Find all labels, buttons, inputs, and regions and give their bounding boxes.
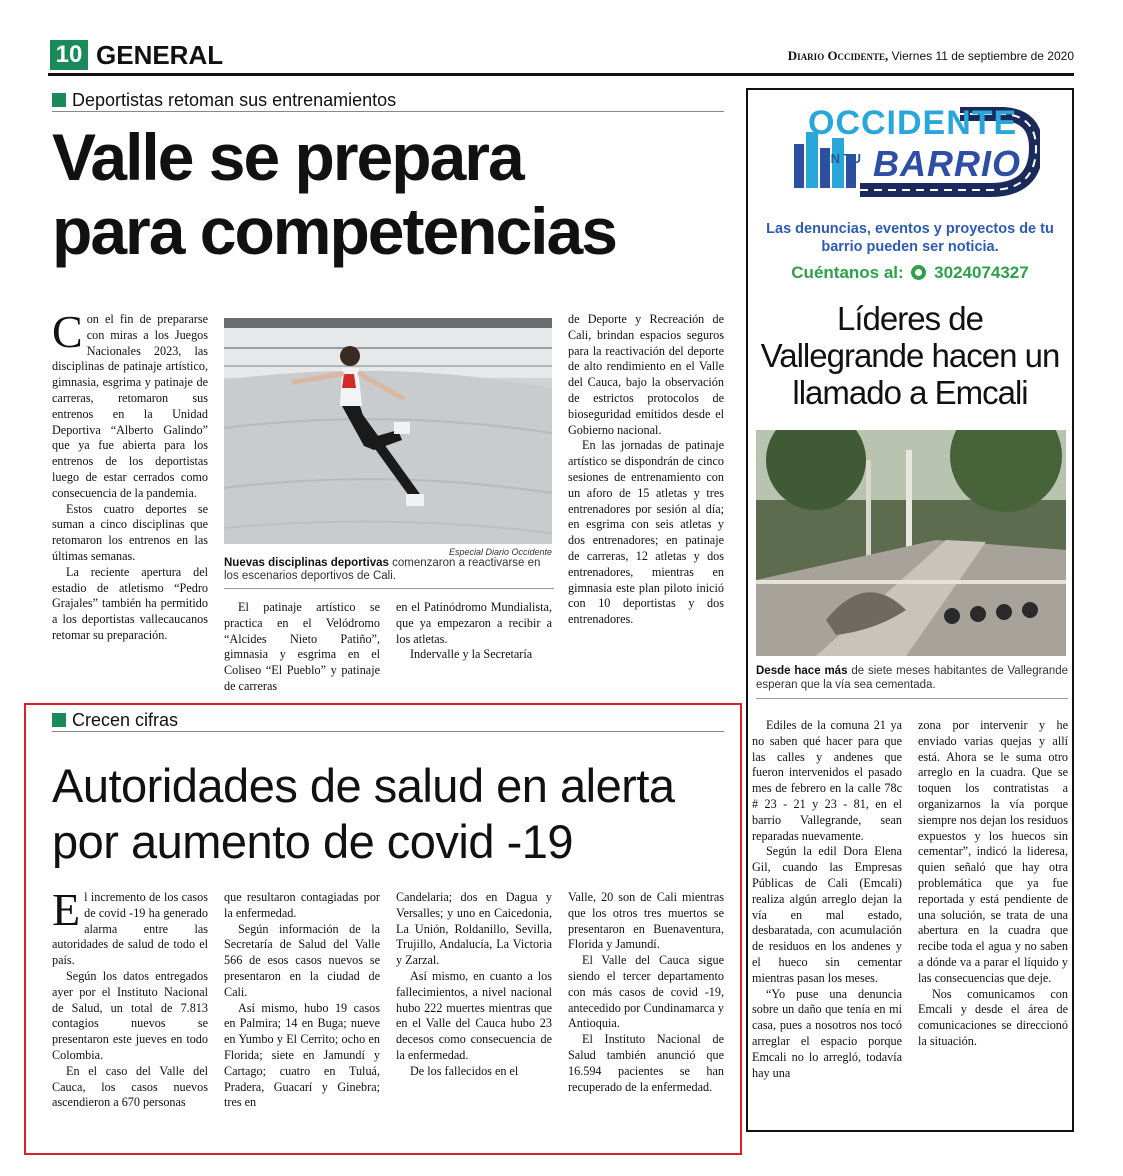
skater-photo [224,318,552,544]
story2-headline-line2: por aumento de covid -19 [52,815,573,868]
promo-contact [760,262,1060,284]
story1-paragraph: En las jornadas de patinaje artístico se dispondrán de cinco sesiones de entrenamiento con un aforo de 15 atletas y tres entrenadores por sesión al día; en esgrima con seis atletas y dos entrenadores; en patinaje de carreras, 12 atletas y dos entrenadores, mientras en gimnasia este plan piloto inició con 10 deportistas y dos entrenadores. [568,438,724,627]
story1-paragraph: en el Patinódromo Mundialista, que ya empezaron a recibir a los atletas. [396,600,552,646]
sidebar-caption-text: de siete meses habitantes de Vallegrande esperan que la vía sea cementada. [756,665,1069,691]
photo-credit: Especial Diario Occidente [448,547,552,557]
story2-paragraph: Valle, 20 son de Cali mientras que los otros tres muertos se presentaron en Buenaventura, Florida y Jamundí. [568,890,724,952]
sidebar-paragraph: zona por intervenir y he enviado varias quejas y allí está. Ahora se le suma otro arreglo en la cuadra. Que se toquen los contratistas a organizarnos la vía porque siempre nos dejan los residuos expuestos y los huecos sin cementar”, indicó la lideresa, quien señaló que hay otra problemática que ya fue reportada y está pendiente de una solución, se trata de una abertura en la cuadra que recibe toda el agua y no saben a dónde va a parar el líquido y las consecuencias que deje. [918,718,1068,985]
issue-date: Viernes 11 de septiembre de 2020 [888,49,1074,63]
section-title: GENERAL [96,40,224,70]
promo-contact-label: Cuéntanos al: [791,263,904,282]
story2-paragraph: El Instituto Nacional de Salud también anunció que 16.594 pacientes se han recuperado de la enfermedad. [568,1032,724,1094]
logo-barrio-text: BARRIO [873,143,1021,184]
sidebar-caption-bold: Desde hace más [756,665,848,677]
story2-column-2 [224,890,380,1111]
story1-paragraph: El patinaje artístico se practica en el Velódromo “Alcides Nieto Patiño”, gimnasia y esgrima en el Coliseo “El Pueblo” y patinaje de carreras [224,600,380,693]
story2-paragraph: que resultaron contagiadas por la enfermedad. [224,890,380,920]
story1-paragraph: Con el fin de prepararse con miras a los Juegos Nacionales 2023, las disciplinas de patinaje artístico, gimnasia, esgrima y patinaje de carreras, retomaron sus entrenos en la Unidad Deportiva “Alberto Galindo” que ya fue abierta para los entrenos de los deportistas luego de estar cerrados como consecuencia de la pandemia. [52,306,208,500]
story2-paragraph: Así mismo, hubo 19 casos en Palmira; 14 en Buga; nueve en Yumbo y El Cerrito; ocho en Florida; siete en Jamundí y Cartago; cuatro en Tuluá, Pradera, Guacarí y Ginebra; tres en [224,1000,380,1110]
story2-paragraph: De los fallecidos en el [410,1063,519,1078]
dateline [788,48,1074,64]
logo-entu-text: EN TU [822,151,861,166]
story2-paragraph: Según información de la Secretaría de Salud del Valle 566 de esos casos nuevos se presentaron en la ciudad de Cali. [224,921,380,999]
story1-column-1 [52,306,208,644]
sidebar-headline: Líderes de Vallegrande hacen un llamado a Emcali [760,300,1060,411]
story2-paragraph: Candelaria; dos en Dagua y Versalles; y uno en Caicedonia, La Unión, Roldanillo, Sevilla, Trujillo, Andalucía, La Victoria y Zarzal. [396,890,552,968]
masthead [48,36,1074,76]
story1-kicker [52,89,724,112]
page-number: 10 [50,40,88,70]
green-square-icon [52,93,66,107]
story1-headline [52,120,722,268]
story1-headline-line2: para competencias [52,194,616,268]
story2-column-3 [396,890,552,1080]
story2-paragraph: El incremento de los casos de covid -19 ha generado alarma entre las autoridades de salud de todo el país. [52,884,208,968]
sidebar-paragraph: Según la edil Dora Elena Gil, cuando las Empresas Públicas de Cali (Emcali) realiza algún arreglo dejan la vía en mal estado, desbaratada, con acumulación de residuos en los andenes y el hueco sin cementar mientras pasan los meses. [752,844,902,985]
story2-paragraph: Así mismo, en cuanto a los fallecimientos, a nivel nacional hubo 222 muertes mientras que en el Valle del Cauca hubo 23 decesos como consecuencia de la enfermedad. [396,968,552,1062]
sidebar-paragraph: “Yo puse una denuncia sobre un daño que tenía en mi casa, pues a nosotros nos tocó arreglar el espacio porque Emcali no lo arregló, todavía hay una [752,986,902,1080]
story2-dropcap: E [52,884,81,935]
street-photo [756,430,1066,656]
story1-dropcap: C [52,306,83,357]
whatsapp-icon [911,265,926,280]
story1-caption-bold: Nuevas disciplinas deportivas [224,557,389,569]
story1-paragraph: Indervalle y la Secretaría [410,647,533,662]
story2-paragraph: El Valle del Cauca sigue siendo el tercer departamento con más casos de covid -19, antecedido por Cundinamarca y Antioquia. [568,953,724,1031]
story2-column-4 [568,890,724,1095]
sidebar-caption-divider [756,698,1068,699]
paper-name: Diario Occidente, [787,48,889,63]
story1-paragraph: de Deporte y Recreación de Cali, brindan espacios seguros para la reactivación del deporte de alto rendimiento en el Valle del Cauca, bajo la observación de estrictos protocolos de bioseguridad emitidos desde el Gobierno nacional. [568,312,724,437]
story1-headline-line1: Valle se prepara [52,120,523,194]
street-photo-image [756,430,1066,656]
sidebar-column-1 [752,718,902,1081]
story2-kicker [52,709,724,732]
story1-column-2 [224,600,380,695]
story1-column-3 [396,600,552,663]
story1-kicker-text: Deportistas retoman sus entrenamientos [72,90,397,110]
story2-paragraph: En el caso del Valle del Cauca, los casos nuevos ascendieron a 670 personas [52,1063,208,1110]
story2-kicker-text: Crecen cifras [72,710,179,730]
caption-divider [224,588,554,589]
sidebar-paragraph: Nos comunicamos con Emcali y desde el área de comunicaciones se direccionó la situación. [918,986,1068,1048]
story2-headline [52,758,722,870]
promo-phone: 3024074327 [934,263,1029,282]
story1-paragraph: La reciente apertura del estadio de atletismo “Pedro Grajales” también ha permitido a los deportistas vallecaucanos retomar su preparación. [52,564,208,642]
story2-headline-line1: Autoridades de salud en alerta [52,759,675,812]
story1-caption [224,557,554,583]
story2-column-1 [52,884,208,1111]
story1-paragraph: Estos cuatro deportes se suman a cinco disciplinas que retomaron los entrenos en las últimas semanas. [52,501,208,563]
sidebar-paragraph: Ediles de la comuna 21 ya no saben qué hacer para que las calles y andenes que fueron intervenidos el pasado mes de febrero en la calle 78c # 23 - 21 y 23 - 81, en el barrio Vallegrande, sean reparadas nuevamente. [752,718,902,843]
sidebar-column-2 [918,718,1068,1050]
story2-paragraph: Según los datos entregados ayer por el Instituto Nacional de Salud, un total de 7.813 contagios nuevos se presentaron este jueves en todo Colombia. [52,968,208,1062]
logo-occidente-text: OCCIDENTE [808,104,1018,142]
green-square-icon [52,713,66,727]
story1-caption-text: comenzaron a reactivarse en los escenarios deportivos de Cali. [224,557,541,582]
story1-column-4 [568,312,724,628]
promo-text: Las denuncias, eventos y proyectos de tu barrio pueden ser noticia. [766,221,1054,255]
skater-photo-image [224,318,552,544]
sidebar-caption [756,664,1068,692]
